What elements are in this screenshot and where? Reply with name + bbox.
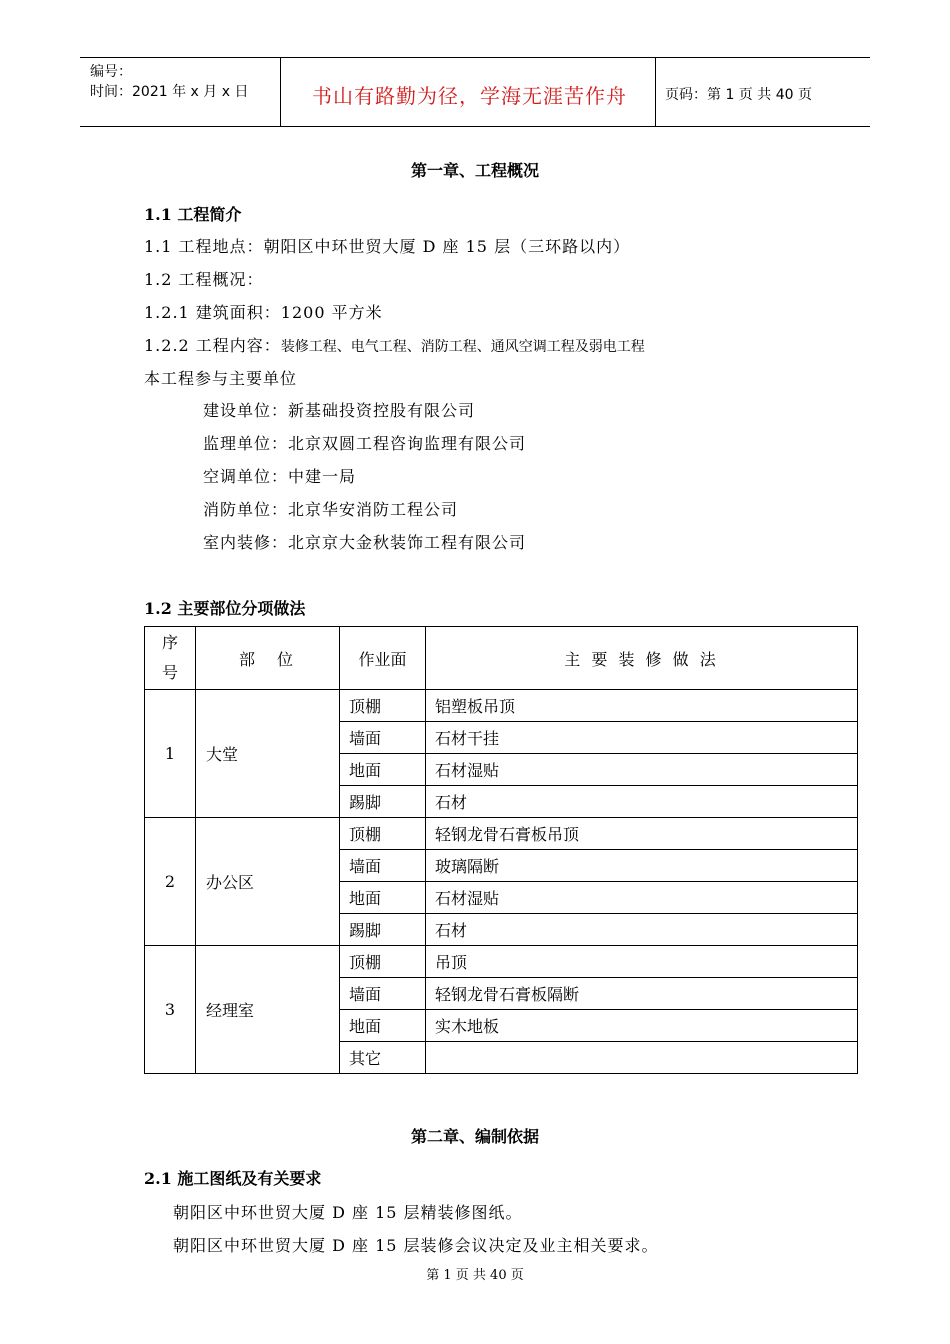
method-cell: 石材 <box>426 786 858 818</box>
surface-cell: 顶棚 <box>340 818 426 850</box>
header-part: 部 位 <box>196 627 340 690</box>
unit-line: 监理单位：北京双圆工程咨询监理有限公司 <box>203 434 527 453</box>
surface-cell: 地面 <box>340 1010 426 1042</box>
project-content-line <box>144 333 645 356</box>
header-surface: 作业面 <box>340 627 426 690</box>
method-cell: 轻钢龙骨石膏板隔断 <box>426 978 858 1010</box>
doc-time-label: 时间：2021 年 x 月 x 日 <box>90 84 249 100</box>
section-1-2-heading: 1.2 主要部位分项做法 <box>144 599 306 618</box>
method-cell: 石材湿贴 <box>426 754 858 786</box>
header-divider <box>280 58 281 126</box>
group-part: 大堂 <box>196 690 340 818</box>
basis-line: 朝阳区中环世贸大厦 D 座 15 层装修会议决定及业主相关要求。 <box>173 1236 659 1255</box>
surface-cell: 地面 <box>340 754 426 786</box>
table-row <box>145 946 858 978</box>
group-number: 3 <box>145 946 196 1074</box>
header-seq: 序 号 <box>145 627 196 690</box>
table-header-row <box>145 627 858 690</box>
header-motto: 书山有路勤为径，学海无涯苦作舟 <box>312 84 627 108</box>
doc-number-label: 编号： <box>90 64 132 80</box>
method-cell: 实木地板 <box>426 1010 858 1042</box>
section-1-1-heading: 1.1 工程简介 <box>144 205 242 224</box>
project-overview-line: 1.2 工程概况： <box>144 270 264 289</box>
group-number: 2 <box>145 818 196 946</box>
work-method-table <box>144 626 858 1074</box>
table-row <box>145 818 858 850</box>
group-part: 经理室 <box>196 946 340 1074</box>
surface-cell: 墙面 <box>340 978 426 1010</box>
header-method: 主 要 装 修 做 法 <box>426 627 858 690</box>
project-location-line: 1.1 工程地点：朝阳区中环世贸大厦 D 座 15 层（三环路以内） <box>144 237 631 256</box>
surface-cell: 顶棚 <box>340 946 426 978</box>
chapter-2-title: 第二章、编制依据 <box>410 1127 539 1146</box>
surface-cell: 踢脚 <box>340 914 426 946</box>
surface-cell: 顶棚 <box>340 690 426 722</box>
page-header <box>80 57 870 127</box>
section-2-1-heading: 2.1 施工图纸及有关要求 <box>144 1169 322 1188</box>
group-part: 办公区 <box>196 818 340 946</box>
method-cell: 吊顶 <box>426 946 858 978</box>
basis-line: 朝阳区中环世贸大厦 D 座 15 层精装修图纸。 <box>173 1203 523 1222</box>
chapter-1-title: 第一章、工程概况 <box>410 161 539 180</box>
table-row <box>145 690 858 722</box>
surface-cell: 墙面 <box>340 850 426 882</box>
project-content-label: 1.2.2 工程内容： <box>144 336 281 355</box>
surface-cell: 其它 <box>340 1042 426 1074</box>
method-cell: 玻璃隔断 <box>426 850 858 882</box>
units-title: 本工程参与主要单位 <box>144 369 298 388</box>
project-content-value: 装修工程、电气工程、消防工程、通风空调工程及弱电工程 <box>280 339 645 355</box>
unit-line: 建设单位：新基础投资控股有限公司 <box>203 401 476 420</box>
method-cell: 石材湿贴 <box>426 882 858 914</box>
page-footer: 第 1 页 共 40 页 <box>426 1268 524 1283</box>
unit-line: 空调单位：中建一局 <box>203 467 357 486</box>
method-cell: 轻钢龙骨石膏板吊顶 <box>426 818 858 850</box>
header-divider <box>655 58 656 126</box>
surface-cell: 踢脚 <box>340 786 426 818</box>
building-area-line: 1.2.1 建筑面积：1200 平方米 <box>144 303 383 322</box>
group-number: 1 <box>145 690 196 818</box>
header-page-label: 页码：第 1 页 共 40 页 <box>665 87 812 103</box>
unit-line: 室内装修：北京京大金秋装饰工程有限公司 <box>203 533 527 552</box>
method-cell: 石材干挂 <box>426 722 858 754</box>
method-cell: 石材 <box>426 914 858 946</box>
surface-cell: 地面 <box>340 882 426 914</box>
surface-cell: 墙面 <box>340 722 426 754</box>
unit-line: 消防单位：北京华安消防工程公司 <box>203 500 459 519</box>
method-cell: 铝塑板吊顶 <box>426 690 858 722</box>
method-cell <box>426 1042 858 1074</box>
